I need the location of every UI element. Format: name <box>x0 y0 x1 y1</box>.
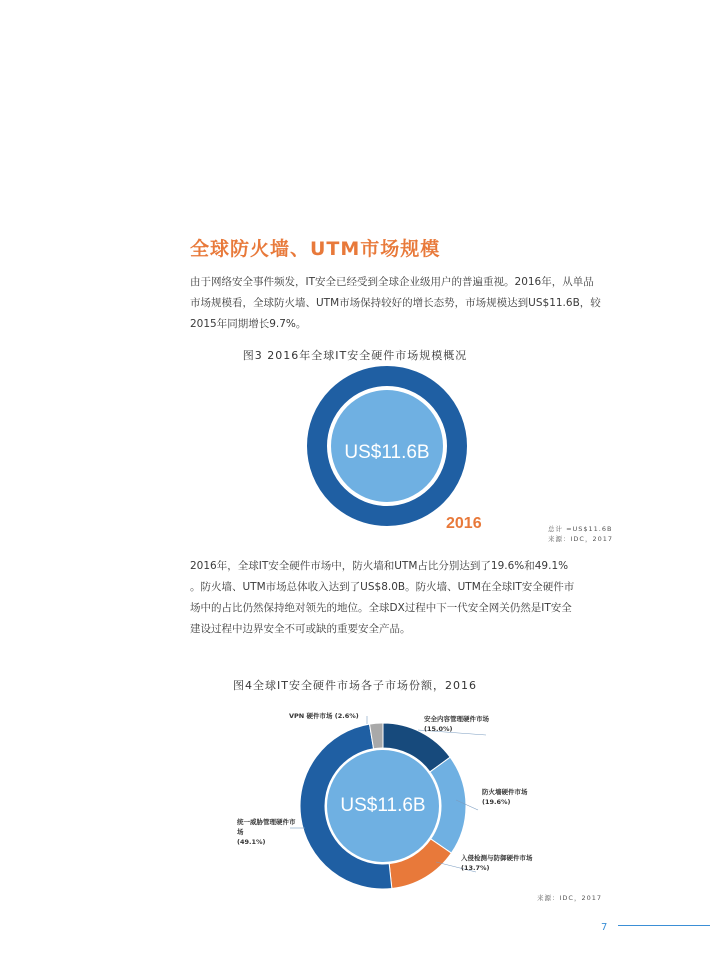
figure3-total-note: 总计 =US$11.6B <box>548 525 613 533</box>
intro-line-2: 市场规模看，全球防火墙、UTM市场保持较好的增长态势，市场规模达到US$11.6B，较 <box>190 297 601 309</box>
section-heading: 全球防火墙、UTM市场规模 <box>190 238 441 260</box>
figure3-title: 图3 2016年全球IT安全硬件市场规模概况 <box>242 349 468 362</box>
figure3-source-note: 来源：IDC，2017 <box>548 535 614 543</box>
label-vpn-value: (2.6%) <box>334 712 359 720</box>
label-content <box>424 714 489 734</box>
figure3-year-label: 2016 <box>446 515 482 532</box>
analysis-line-4: 建设过程中边界安全不可或缺的重要安全产品。 <box>190 623 411 635</box>
label-ids <box>461 853 533 873</box>
analysis-line-1: 2016年，全球IT安全硬件市场中，防火墙和UTM占比分别达到了19.6%和49.1% <box>190 560 569 572</box>
analysis-line-2: 。防火墙、UTM市场总体收入达到了US$8.0B。防火墙、UTM在全球IT安全硬件市 <box>190 581 575 593</box>
label-ids-value: (13.7%) <box>461 864 490 872</box>
intro-line-1: 由于网络安全事件频发，IT安全已经受到全球企业级用户的普遍重视。2016年，从单品 <box>190 276 594 288</box>
page-number: 7 <box>601 922 608 933</box>
footer-rule <box>618 925 710 926</box>
label-content-name: 安全内容管理硬件市场 <box>424 715 489 723</box>
label-utm <box>237 817 301 847</box>
label-firewall-name: 防火墙硬件市场 <box>482 788 528 796</box>
figure4-title: 图4全球IT安全硬件市场各子市场份额，2016 <box>233 679 477 692</box>
figure3-center-label: US$11.6B <box>344 442 430 463</box>
analysis-line-3: 场中的占比仍然保持绝对领先的地位。全球DX过程中下一代安全网关仍然是IT安全 <box>190 602 572 614</box>
label-firewall <box>482 787 528 807</box>
label-content-value: (15.0%) <box>424 725 453 733</box>
label-vpn-name: VPN 硬件市场 <box>289 712 333 720</box>
figure4-center-label: US$11.6B <box>340 795 426 816</box>
label-firewall-value: (19.6%) <box>482 798 511 806</box>
label-vpn <box>289 711 359 721</box>
intro-line-3: 2015年同期增长9.7%。 <box>190 318 307 330</box>
label-utm-value: (49.1%) <box>237 838 266 846</box>
figure4-source-note: 来源：IDC，2017 <box>537 894 603 902</box>
label-utm-name: 统一威胁管理硬件市场 <box>237 818 296 836</box>
label-ids-name: 入侵检测与防御硬件市场 <box>461 854 533 862</box>
